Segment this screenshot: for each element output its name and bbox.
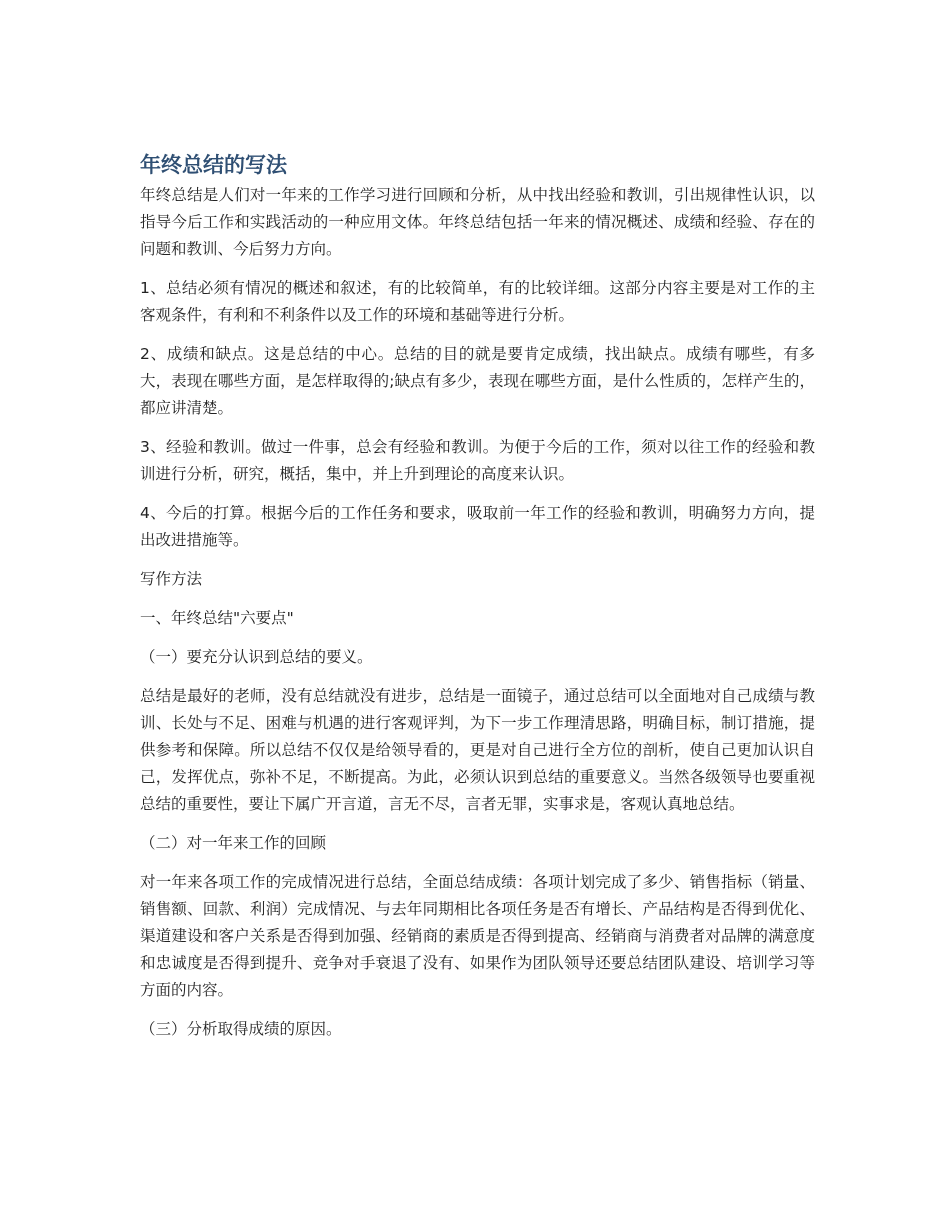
- writing-method-heading: 写作方法: [140, 570, 203, 588]
- section-1-heading: 一、年终总结"六要点": [140, 609, 294, 627]
- subsection-3-heading: （三）分析取得成绩的原因。: [140, 1020, 342, 1038]
- document-title: 年终总结的写法: [140, 153, 287, 177]
- subsection-2-heading: （二）对一年来工作的回顾: [140, 834, 327, 852]
- point-2-paragraph: 2、成绩和缺点。这是总结的中心。总结的目的就是要肯定成绩，找出缺点。成绩有哪些，有多大，表现在哪些方面，是怎样取得的;缺点有多少，表现在哪些方面，是什么性质的，怎样产生的，都应讲清楚。: [140, 345, 815, 417]
- subsection-2-body: 对一年来各项工作的完成情况进行总结，全面总结成绩：各项计划完成了多少、销售指标（销量、销售额、回款、利润）完成情况、与去年同期相比各项任务是否有增长、产品结构是否得到优化、渠道建设和客户关系是否得到加强、经销商的素质是否得到提高、经销商与消费者对品牌的满意度和忠诚度是否得到提升、竞争对手衰退了没有、如果作为团队领导还要总结团队建设、培训学习等方面的内容。: [140, 873, 815, 999]
- point-4-paragraph: 4、今后的打算。根据今后的工作任务和要求，吸取前一年工作的经验和教训，明确努力方向，提出改进措施等。: [140, 504, 815, 549]
- subsection-1-body: 总结是最好的老师，没有总结就没有进步，总结是一面镜子，通过总结可以全面地对自己成绩与教训、长处与不足、困难与机遇的进行客观评判，为下一步工作理清思路，明确目标，制订措施，提供参考和保障。所以总结不仅仅是给领导看的，更是对自己进行全方位的剖析，使自己更加认识自己，发挥优点，弥补不足，不断提高。为此，必须认识到总结的重要意义。当然各级领导也要重视总结的重要性，要让下属广开言道，言无不尽，言者无罪，实事求是，客观认真地总结。: [140, 687, 815, 813]
- point-1-paragraph: 1、总结必须有情况的概述和叙述，有的比较简单，有的比较详细。这部分内容主要是对工作的主客观条件，有利和不利条件以及工作的环境和基础等进行分析。: [140, 279, 815, 324]
- subsection-1-heading: （一）要充分认识到总结的要义。: [140, 648, 373, 666]
- document-page: [140, 150, 815, 1055]
- intro-paragraph: 年终总结是人们对一年来的工作学习进行回顾和分析，从中找出经验和教训，引出规律性认识，以指导今后工作和实践活动的一种应用文体。年终总结包括一年来的情况概述、成绩和经验、存在的问题和教训、今后努力方向。: [140, 186, 815, 258]
- point-3-paragraph: 3、经验和教训。做过一件事，总会有经验和教训。为便于今后的工作，须对以往工作的经验和教训进行分析，研究，概括，集中，并上升到理论的高度来认识。: [140, 438, 815, 483]
